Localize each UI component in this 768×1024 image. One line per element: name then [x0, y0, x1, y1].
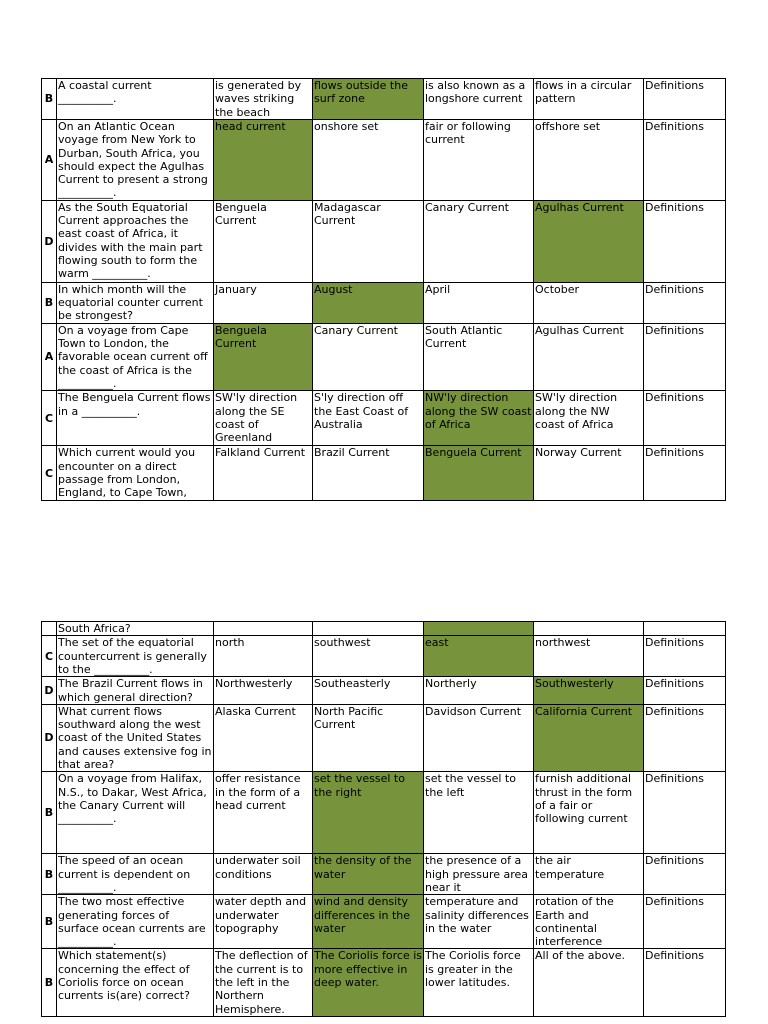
answer-letter: B	[42, 772, 57, 854]
category-cell: Definitions	[644, 854, 726, 895]
option-cell: is generated by waves striking the beach	[214, 79, 313, 120]
question-row	[42, 446, 726, 501]
question-text: The two most effective generating forces of surface ocean currents are __________.	[57, 895, 214, 949]
question-row	[42, 772, 726, 854]
option-cell: fair or following current	[424, 120, 534, 201]
correct-option-cell: the density of the water	[313, 854, 424, 895]
question-text: On a voyage from Cape Town to London, the favorable ocean current off the coast of Africa is the __________.	[57, 323, 214, 390]
option-cell: Canary Current	[424, 200, 534, 282]
option-cell: The Coriolis force is greater in the lower latitudes.	[424, 949, 534, 1016]
question-text: In which month will the equatorial counter current be strongest?	[57, 282, 214, 323]
question-text: The Benguela Current flows in a __________.	[57, 391, 214, 446]
correct-option-cell: August	[313, 282, 424, 323]
answer-letter: B	[42, 79, 57, 120]
correct-option-cell: wind and density differences in the water	[313, 895, 424, 949]
answer-letter: B	[42, 854, 57, 895]
answer-letter: B	[42, 282, 57, 323]
question-text: Which statement(s) concerning the effect of Coriolis force on ocean currents is(are) correct?	[57, 949, 214, 1016]
continuation-row	[42, 622, 726, 636]
option-cell: Davidson Current	[424, 704, 534, 771]
question-text: What current flows southward along the west coast of the United States and causes extensive fog in that area?	[57, 704, 214, 771]
question-row	[42, 949, 726, 1016]
category-cell: Definitions	[644, 446, 726, 501]
answer-letter: C	[42, 391, 57, 446]
option-cell: Norway Current	[534, 446, 644, 501]
correct-option-cell: California Current	[534, 704, 644, 771]
option-cell: South Atlantic Current	[424, 323, 534, 390]
category-cell: Definitions	[644, 772, 726, 854]
correct-option-cell: Benguela Current	[214, 323, 313, 390]
option-cell: Agulhas Current	[534, 323, 644, 390]
question-text: The Brazil Current flows in which general direction?	[57, 677, 214, 705]
category-cell: Definitions	[644, 323, 726, 390]
option-cell: October	[534, 282, 644, 323]
category-cell: Definitions	[644, 200, 726, 282]
category-cell: Definitions	[644, 704, 726, 771]
continuation-answer-cell	[42, 622, 57, 636]
option-cell: Madagascar Current	[313, 200, 424, 282]
option-cell: set the vessel to the left	[424, 772, 534, 854]
option-cell: April	[424, 282, 534, 323]
option-cell: furnish additional thrust in the form of a fair or following current	[534, 772, 644, 854]
correct-option-cell: head current	[214, 120, 313, 201]
option-cell: the air temperature	[534, 854, 644, 895]
answer-letter: B	[42, 895, 57, 949]
option-cell: North Pacific Current	[313, 704, 424, 771]
correct-option-cell: Southwesterly	[534, 677, 644, 705]
category-cell: Definitions	[644, 636, 726, 677]
answer-letter: D	[42, 200, 57, 282]
correct-option-cell: east	[424, 636, 534, 677]
category-cell: Definitions	[644, 120, 726, 201]
option-cell: Benguela Current	[214, 200, 313, 282]
option-cell: Falkland Current	[214, 446, 313, 501]
answer-letter: B	[42, 949, 57, 1016]
option-cell: northwest	[534, 636, 644, 677]
option-cell: SW'ly direction along the SE coast of Greenland	[214, 391, 313, 446]
category-cell: Definitions	[644, 895, 726, 949]
category-cell: Definitions	[644, 677, 726, 705]
question-row	[42, 677, 726, 705]
question-row	[42, 120, 726, 201]
question-row	[42, 323, 726, 390]
option-cell: flows in a circular pattern	[534, 79, 644, 120]
option-cell: north	[214, 636, 313, 677]
option-cell: January	[214, 282, 313, 323]
category-cell: Definitions	[644, 949, 726, 1016]
question-row	[42, 200, 726, 282]
question-text: Which current would you encounter on a direct passage from London, England, to Cape Town,	[57, 446, 214, 501]
answer-letter: C	[42, 636, 57, 677]
answer-letter: A	[42, 120, 57, 201]
option-cell: SW'ly direction along the NW coast of Africa	[534, 391, 644, 446]
correct-option-cell: The Coriolis force is more effective in deep water.	[313, 949, 424, 1016]
option-cell: Canary Current	[313, 323, 424, 390]
option-cell: the presence of a high pressure area near it	[424, 854, 534, 895]
answer-letter: D	[42, 677, 57, 705]
option-cell: is also known as a longshore current	[424, 79, 534, 120]
option-cell: Southeasterly	[313, 677, 424, 705]
continuation-highlight-cell	[424, 622, 534, 636]
answer-letter: A	[42, 323, 57, 390]
answer-letter: D	[42, 704, 57, 771]
option-cell: Northwesterly	[214, 677, 313, 705]
question-row	[42, 895, 726, 949]
quiz-table-bottom	[41, 621, 726, 1017]
correct-option-cell: set the vessel to the right	[313, 772, 424, 854]
option-cell: rotation of the Earth and continental interference	[534, 895, 644, 949]
option-cell: offshore set	[534, 120, 644, 201]
question-text: On an Atlantic Ocean voyage from New York to Durban, South Africa, you should expect the Agulhas Current to present a strong __________.	[57, 120, 214, 201]
option-cell: water depth and underwater topography	[214, 895, 313, 949]
category-cell: Definitions	[644, 282, 726, 323]
question-row	[42, 282, 726, 323]
correct-option-cell: flows outside the surf zone	[313, 79, 424, 120]
option-cell: Northerly	[424, 677, 534, 705]
question-text: A coastal current __________.	[57, 79, 214, 120]
continuation-question-cell: South Africa?	[57, 622, 214, 636]
category-cell: Definitions	[644, 391, 726, 446]
option-cell: underwater soil conditions	[214, 854, 313, 895]
option-cell: The deflection of the current is to the left in the Northern Hemisphere.	[214, 949, 313, 1016]
question-row	[42, 391, 726, 446]
question-row	[42, 704, 726, 771]
question-text: The set of the equatorial countercurrent is generally to the __________.	[57, 636, 214, 677]
option-cell: Alaska Current	[214, 704, 313, 771]
question-text: As the South Equatorial Current approaches the east coast of Africa, it divides with the main part flowing south to form the warm __________.	[57, 200, 214, 282]
question-row	[42, 854, 726, 895]
question-text: On a voyage from Halifax, N.S., to Dakar, West Africa, the Canary Current will __________.	[57, 772, 214, 854]
option-cell: offer resistance in the form of a head current	[214, 772, 313, 854]
question-row	[42, 636, 726, 677]
option-cell: All of the above.	[534, 949, 644, 1016]
option-cell: S'ly direction off the East Coast of Australia	[313, 391, 424, 446]
quiz-table-top	[41, 78, 726, 501]
option-cell: temperature and salinity differences in the water	[424, 895, 534, 949]
question-text: The speed of an ocean current is dependent on __________.	[57, 854, 214, 895]
option-cell: Brazil Current	[313, 446, 424, 501]
answer-letter: C	[42, 446, 57, 501]
correct-option-cell: Agulhas Current	[534, 200, 644, 282]
correct-option-cell: Benguela Current	[424, 446, 534, 501]
category-cell: Definitions	[644, 79, 726, 120]
option-cell: southwest	[313, 636, 424, 677]
correct-option-cell: NW'ly direction along the SW coast of Africa	[424, 391, 534, 446]
option-cell: onshore set	[313, 120, 424, 201]
question-row	[42, 79, 726, 120]
